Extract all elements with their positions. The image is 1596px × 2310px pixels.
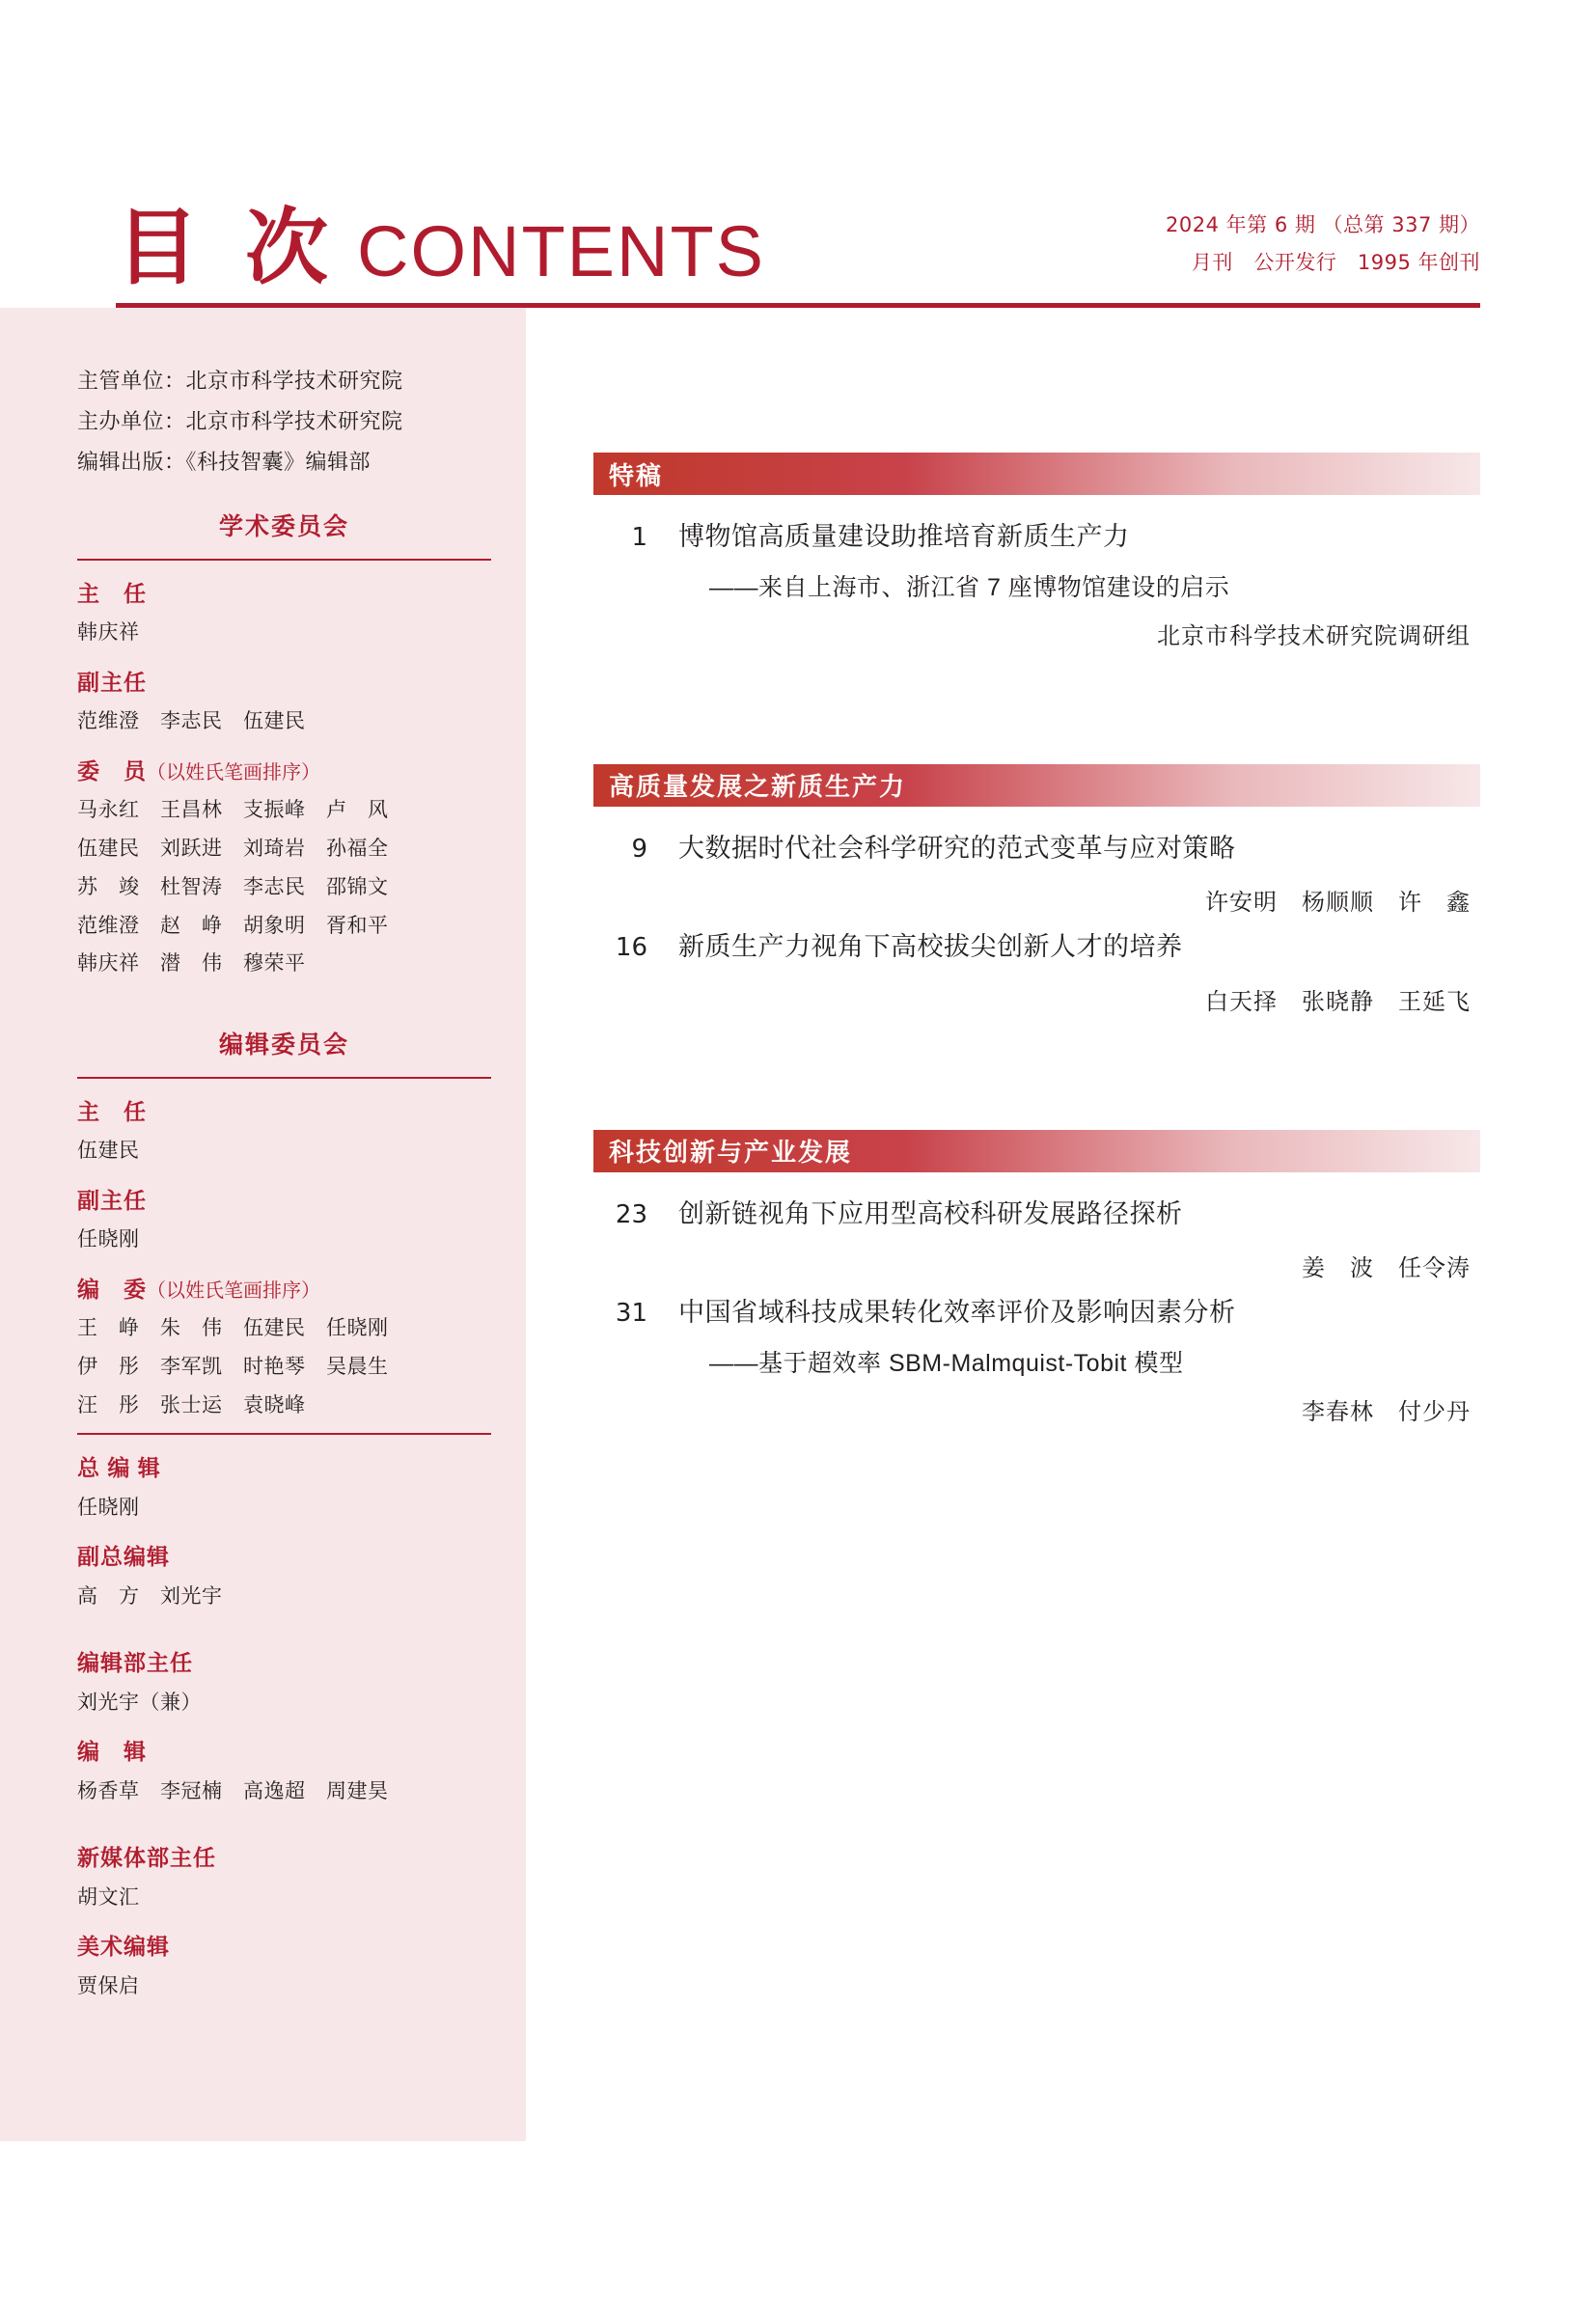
academic-names-2-0: 马永红 王昌林 支振峰 卢 风	[77, 799, 389, 822]
masthead	[116, 145, 1480, 296]
toc-entry-page: 9	[631, 834, 647, 864]
staff-names-1: 高 方 刘光宇	[77, 1584, 223, 1608]
toc-entry-authors: 李春林 付少丹	[1302, 1398, 1471, 1425]
toc-entry-page: 23	[615, 1199, 647, 1229]
contents-page	[0, 145, 1596, 2310]
editorial-names-1: 任晓刚	[77, 1228, 140, 1251]
toc-entry-authors: 北京市科学技术研究院调研组	[1157, 622, 1471, 649]
issue-line-2: 月刊 公开发行 1995 年创刊	[1191, 251, 1480, 275]
staff-divider	[77, 1433, 491, 1435]
toc-entry-title: 博物馆高质量建设助推培育新质生产力	[678, 522, 1130, 551]
staff-role-0: 总 编 辑	[77, 1455, 161, 1481]
toc-entry-title: 创新链视角下应用型高校科研发展路径探析	[678, 1198, 1183, 1228]
editorial-role-1-label: 副主任	[77, 1187, 147, 1213]
academic-names-2-3: 范维澄 赵 峥 胡象明 胥和平	[77, 914, 389, 937]
staff-names-4: 胡文汇	[77, 1885, 140, 1909]
academic-committee-title: 学术委员会	[218, 513, 349, 541]
staff-names-5: 贾保启	[77, 1974, 140, 1997]
editorial-group	[77, 1092, 491, 1424]
academic-names-1: 范维澄 李志民 伍建民	[77, 710, 306, 733]
editorial-role-2-label: 编 委	[77, 1276, 147, 1302]
editorial-role-0	[77, 1092, 491, 1131]
toc-entry[interactable]	[593, 516, 1480, 650]
toc-entry-page: 31	[615, 1299, 647, 1329]
publisher-line-1: 主管单位：北京市科学技术研究院	[77, 369, 403, 393]
publisher-line-3: 编辑出版：《科技智囊》编辑部	[77, 449, 371, 474]
academic-role-2-label: 委 员	[77, 758, 147, 784]
staff-names-2: 刘光宇（兼）	[77, 1691, 202, 1714]
publisher-info	[77, 361, 491, 481]
staff-role-4: 新媒体部主任	[77, 1845, 216, 1871]
section-heading-banner	[593, 453, 1480, 495]
academic-role-2-note: （以姓氏笔画排序）	[147, 762, 320, 784]
section-heading-banner	[593, 1130, 1480, 1172]
issue-info	[1166, 206, 1480, 289]
sidebar-masthead-panel	[0, 308, 526, 2141]
editorial-names-2-2: 汪 彤 张士运 袁晓峰	[77, 1393, 306, 1416]
academic-names-2-1: 伍建民 刘跃进 刘琦岩 孙福全	[77, 838, 389, 861]
editorial-committee-divider	[77, 1077, 491, 1079]
academic-role-0	[77, 574, 491, 613]
contents-section	[593, 1130, 1480, 1426]
staff-names-0: 任晓刚	[77, 1496, 140, 1519]
editorial-names-2-0: 王 峥 朱 伟 伍建民 任晓刚	[77, 1317, 389, 1340]
editorial-names-2-1: 伊 彤 李军凯 时艳琴 吴晨生	[77, 1355, 389, 1378]
toc-entry-title: 新质生产力视角下高校拔尖创新人才的培养	[678, 932, 1183, 962]
masthead-title-group	[116, 200, 765, 296]
section-heading-label: 高质量发展之新质生产力	[609, 772, 907, 802]
toc-entry-page: 1	[631, 523, 647, 552]
page-body	[0, 308, 1596, 2141]
toc-entry-page: 16	[615, 933, 647, 963]
editorial-committee-title: 编辑委员会	[218, 1031, 349, 1059]
editorial-role-2-note: （以姓氏笔画排序）	[147, 1279, 320, 1302]
staff-role-2: 编辑部主任	[77, 1650, 193, 1676]
toc-entry[interactable]	[593, 926, 1480, 1016]
toc-entry-authors: 姜 波 任令涛	[1302, 1255, 1471, 1282]
staff-list	[77, 1448, 491, 2004]
editorial-role-0-label: 主 任	[77, 1098, 147, 1124]
section-heading-label: 科技创新与产业发展	[609, 1138, 853, 1168]
toc-entry-authors: 白天择 张晓静 王延飞	[1205, 988, 1471, 1015]
toc-entry[interactable]	[593, 1292, 1480, 1426]
title-char-mu: 目	[116, 200, 199, 296]
toc-entry[interactable]	[593, 828, 1480, 918]
staff-role-1: 副总编辑	[77, 1544, 170, 1570]
academic-role-1	[77, 663, 491, 701]
contents-column	[526, 308, 1596, 2141]
section-heading-banner	[593, 764, 1480, 807]
section-heading-label: 特稿	[609, 460, 664, 490]
academic-role-0-label: 主 任	[77, 581, 147, 607]
academic-names-2-4: 韩庆祥 潜 伟 穆荣平	[77, 952, 306, 976]
toc-entry-authors: 许安明 杨顺顺 许 鑫	[1205, 890, 1471, 917]
contents-section	[593, 764, 1480, 1016]
staff-names-3: 杨香草 李冠楠 高逸超 周建昊	[77, 1779, 389, 1802]
contents-section	[593, 453, 1480, 650]
editorial-names-0: 伍建民	[77, 1140, 140, 1163]
academic-names-0: 韩庆祥	[77, 621, 140, 645]
toc-entry-title: 中国省域科技成果转化效率评价及影响因素分析	[678, 1298, 1236, 1328]
title-contents-latin: CONTENTS	[357, 211, 765, 291]
academic-role-2	[77, 752, 491, 790]
academic-group	[77, 574, 491, 982]
academic-names-2-2: 苏 竣 杜智涛 李志民 邵锦文	[77, 875, 389, 898]
editorial-role-2	[77, 1270, 491, 1308]
publisher-line-2: 主办单位：北京市科学技术研究院	[77, 408, 403, 433]
academic-committee-divider	[77, 559, 491, 561]
academic-role-1-label: 副主任	[77, 670, 147, 696]
title-char-ci: 次	[245, 200, 328, 296]
toc-entry-subtitle: ——基于超效率 SBM-Malmquist-Tobit 模型	[709, 1349, 1184, 1377]
editorial-role-1	[77, 1181, 491, 1220]
toc-entry[interactable]	[593, 1194, 1480, 1283]
toc-entry-subtitle: ——来自上海市、浙江省 7 座博物馆建设的启示	[709, 573, 1230, 601]
staff-role-3: 编 辑	[77, 1739, 147, 1765]
issue-line-1: 2024 年第 6 期 （总第 337 期）	[1166, 213, 1480, 237]
toc-entry-title: 大数据时代社会科学研究的范式变革与应对策略	[678, 833, 1236, 863]
staff-role-5: 美术编辑	[77, 1934, 170, 1960]
